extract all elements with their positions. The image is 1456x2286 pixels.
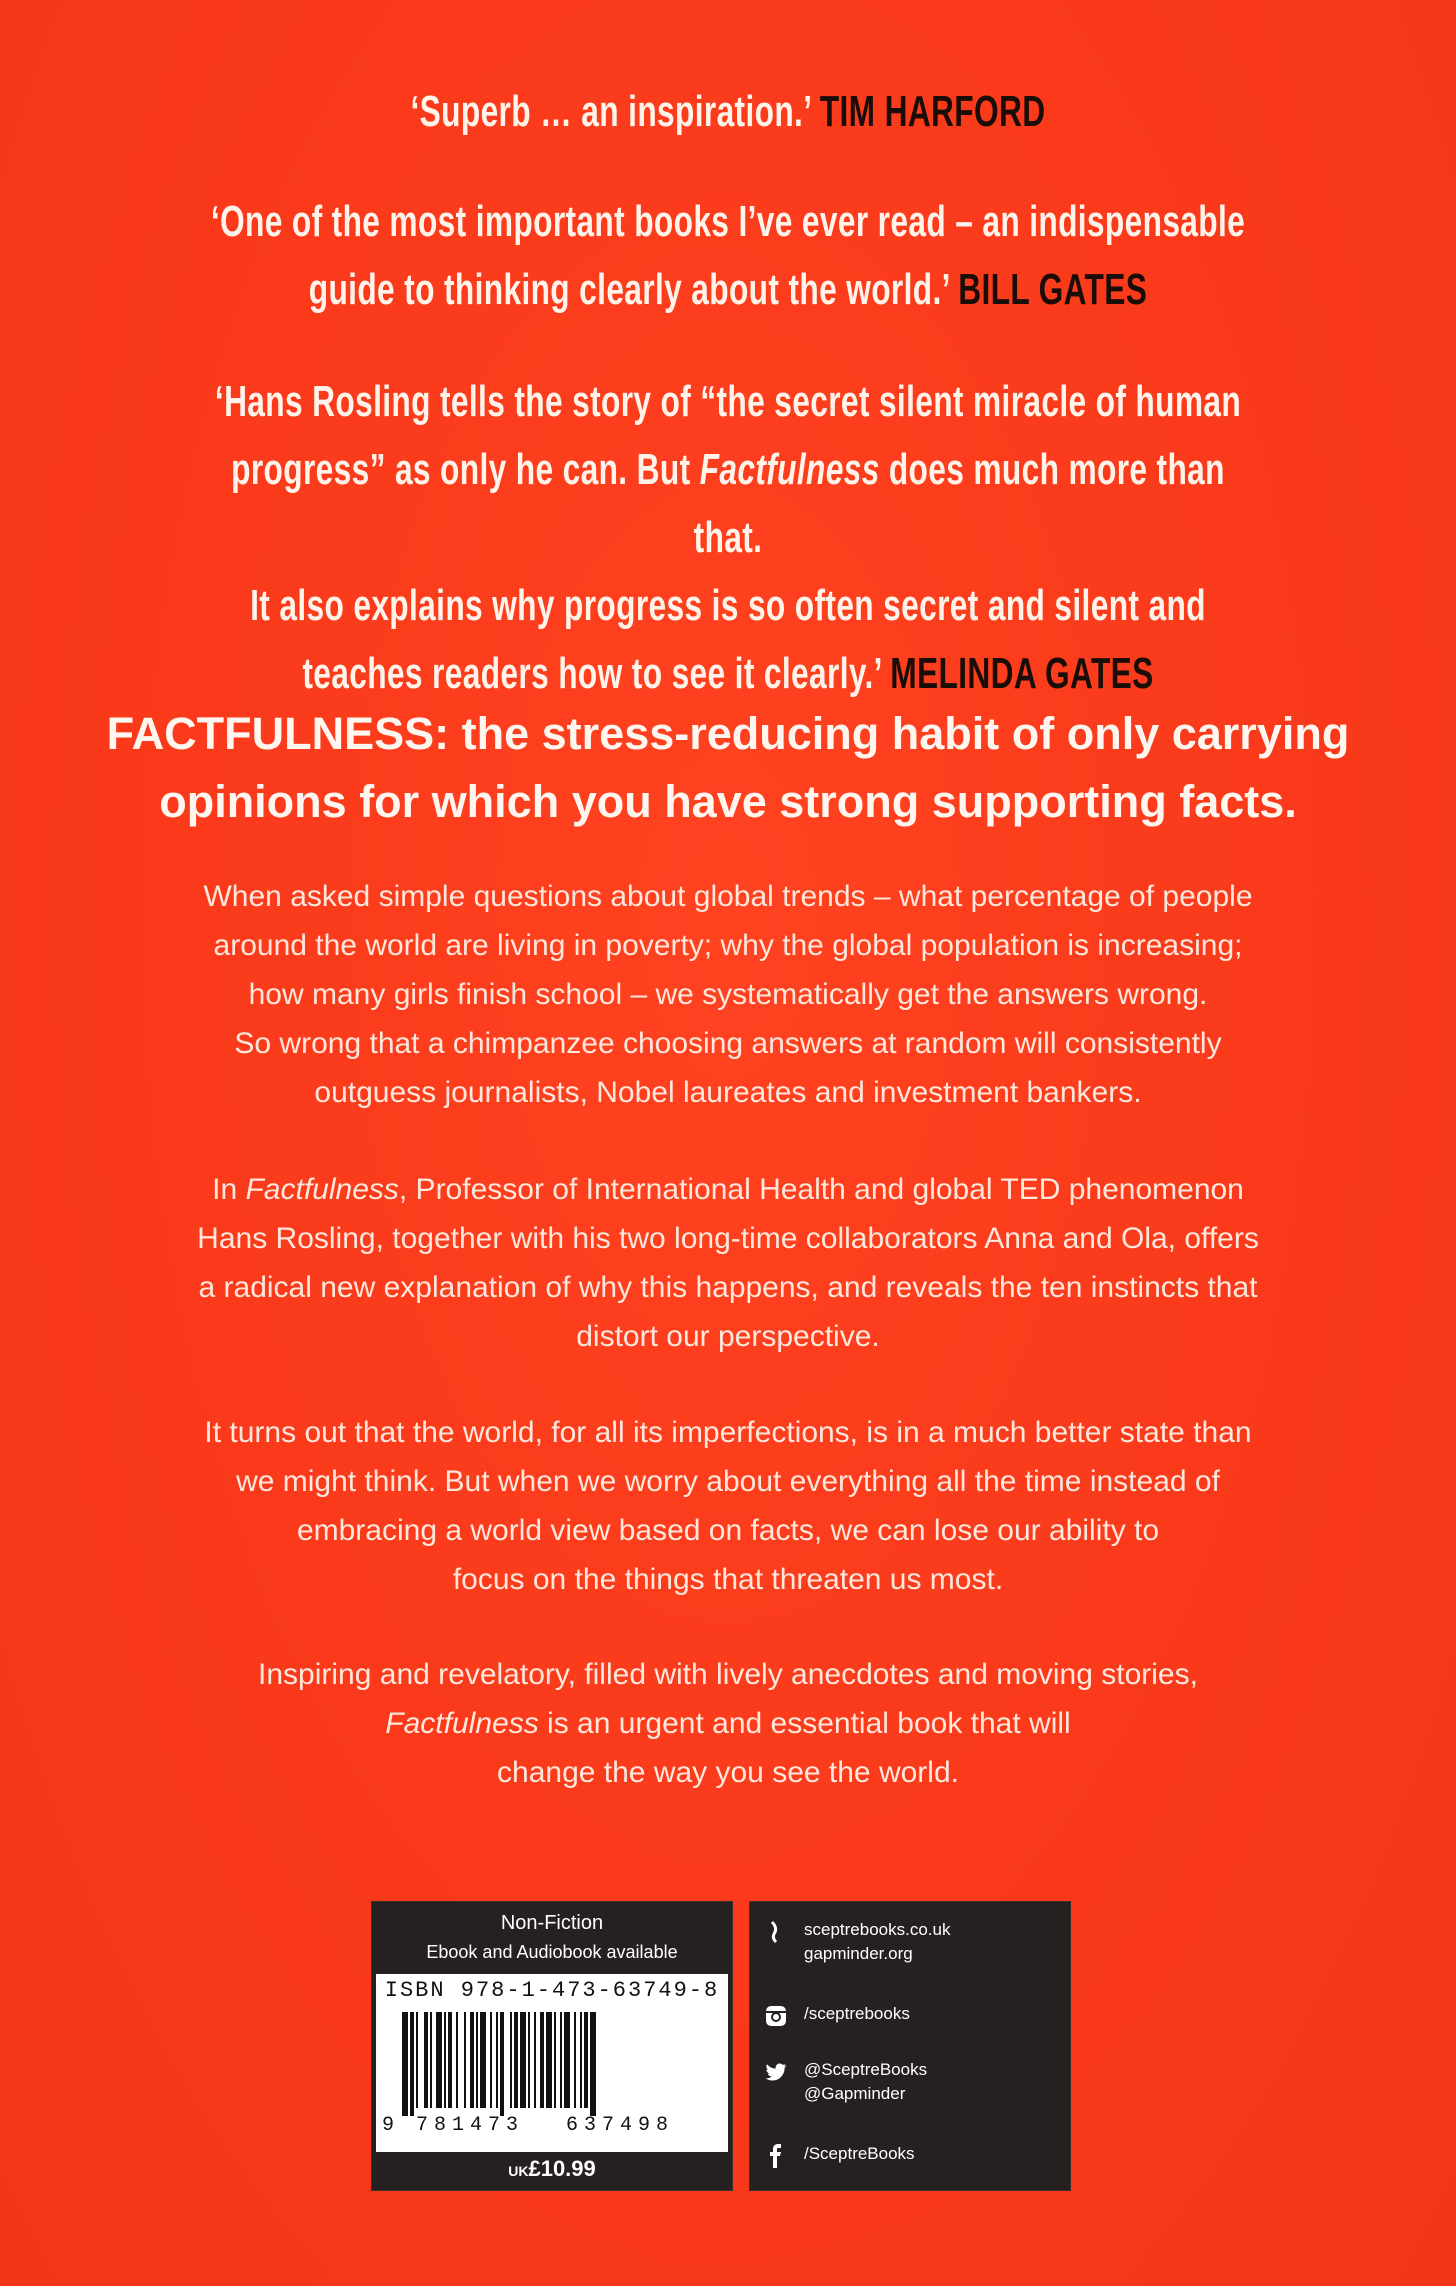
barcode-bar (514, 2012, 518, 2108)
blurb-line: focus on the things that threaten us most. (452, 1563, 1004, 1596)
quote-harford (204, 78, 1252, 146)
blurb-paragraph-2 (80, 1165, 1376, 1361)
blurb-line: distort our perspective. (576, 1320, 880, 1353)
twitter-icon (764, 2060, 788, 2084)
twitter-handle: @SceptreBooks (804, 2060, 928, 2079)
quote-author: MELINDA GATES (890, 649, 1154, 698)
barcode-box (376, 1974, 728, 2152)
book-title: Factfulness (385, 1707, 539, 1740)
barcode-digit-group: 781473 (416, 2114, 525, 2137)
price-label (372, 2156, 732, 2182)
barcode-bar (564, 2012, 570, 2108)
blurb-line: In (212, 1173, 246, 1206)
barcode-bar (470, 2012, 474, 2108)
blurb-line: When asked simple questions about global trends – what percentage of people (203, 880, 1253, 913)
facebook-handle: /SceptreBooks (804, 2144, 915, 2163)
barcode-bar (444, 2012, 446, 2108)
barcode-bar (456, 2012, 458, 2108)
barcode-bar (546, 2012, 552, 2108)
barcode-bar (448, 2012, 452, 2108)
barcode-bar (528, 2012, 530, 2108)
quote-line: It also explains why progress is so often secret and silent and (250, 581, 1206, 630)
quote-line: ‘Hans Rosling tells the story of “the secret silent miracle of human (214, 377, 1242, 426)
blurb-line: Hans Rosling, together with his two long-time collaborators Anna and Ola, offers (197, 1222, 1259, 1255)
quote-line: teaches readers how to see it clearly.’ (302, 649, 882, 698)
website-link[interactable]: sceptrebooks.co.uk (804, 1920, 951, 1939)
blurb-line: outguess journalists, Nobel laureates and investment bankers. (314, 1076, 1142, 1109)
barcode-bar (496, 2012, 498, 2108)
barcode-bar (500, 2012, 504, 2116)
blurb-line: embracing a world view based on facts, we can lose our ability to (296, 1514, 1160, 1547)
barcode-bar (574, 2012, 576, 2108)
barcode-bar (416, 2012, 418, 2108)
quote-author: BILL GATES (958, 265, 1148, 314)
quote-line: guide to thinking clearly about the world.’ (308, 265, 950, 314)
quote-gates-bill (204, 188, 1252, 324)
social-panel (750, 1902, 1070, 2190)
barcode-bar (540, 2012, 544, 2108)
quote-line: progress” as only he can. But (231, 445, 700, 494)
headline-line: opinions for which you have strong supporting facts. (159, 776, 1297, 827)
blurb-line: It turns out that the world, for all its imperfections, is in a much better state than (204, 1416, 1252, 1449)
blurb-paragraph-3 (80, 1408, 1376, 1604)
instagram-handle: /sceptrebooks (804, 2004, 910, 2023)
quote-line: ‘One of the most important books I’ve ever read – an indispensable (210, 197, 1246, 246)
barcode-bar (480, 2012, 486, 2108)
barcode-bar (464, 2012, 466, 2108)
price-prefix: UK (508, 2163, 529, 2179)
barcode-bar (560, 2012, 562, 2108)
barcode-icon (402, 2012, 702, 2116)
barcode-bar (430, 2012, 432, 2108)
book-info-panel (372, 1902, 732, 2190)
barcode-bar (424, 2012, 428, 2108)
barcode-bar (410, 2012, 414, 2116)
barcode-bar (534, 2012, 536, 2108)
blurb-paragraph-4 (80, 1650, 1376, 1797)
barcode-bar (490, 2012, 492, 2108)
website-link[interactable]: gapminder.org (804, 1944, 913, 1963)
barcode-bar (580, 2012, 582, 2108)
quote-text: ‘Superb … an inspiration.’ (410, 87, 811, 136)
facebook-icon (764, 2144, 788, 2168)
barcode-bar (476, 2012, 478, 2108)
availability-label: Ebook and Audiobook available (426, 1942, 678, 1962)
instagram-icon (764, 2004, 788, 2028)
blurb-line: a radical new explanation of why this happens, and reveals the ten instincts that (198, 1271, 1258, 1304)
blurb-line: change the way you see the world. (497, 1756, 959, 1789)
blurb-paragraph-1 (80, 872, 1376, 1117)
blurb-line: Inspiring and revelatory, filled with lively anecdotes and moving stories, (258, 1658, 1198, 1691)
barcode-bar (520, 2012, 526, 2108)
book-title: Factfulness (699, 445, 880, 494)
quote-gates-melinda (204, 368, 1252, 708)
barcode-digit-group: 9 (382, 2114, 401, 2137)
blurb-line: So wrong that a chimpanzee choosing answers at random will consistently (234, 1027, 1222, 1060)
blurb-line: we might think. But when we worry about everything all the time instead of (236, 1465, 1220, 1498)
quote-author: TIM HARFORD (819, 87, 1046, 136)
barcode-bar (436, 2012, 442, 2108)
headline-line: FACTFULNESS: the stress-reducing habit of only carrying (106, 708, 1350, 759)
barcode-bar (510, 2012, 512, 2108)
price-value: £10.99 (528, 2156, 596, 2181)
blurb-line: around the world are living in poverty; why the global population is increasing; (213, 929, 1243, 962)
sceptre-logo-icon (764, 1920, 788, 1944)
category-label: Non-Fiction (500, 1912, 604, 1934)
barcode-bar (584, 2012, 588, 2108)
blurb-line: how many girls finish school – we systematically get the answers wrong. (248, 978, 1208, 1011)
barcode-bar (402, 2012, 408, 2116)
web-links-text (804, 1918, 950, 1966)
barcode-bar (554, 2012, 556, 2108)
headline (60, 700, 1396, 836)
barcode-digit-group: 637498 (566, 2114, 675, 2137)
isbn-label: ISBN 978-1-473-63749-8 (384, 1978, 720, 2003)
twitter-handle: @Gapminder (804, 2084, 906, 2103)
blurb-line: is an urgent and essential book that will (538, 1707, 1071, 1740)
blurb-line: , Professor of International Health and global TED phenomenon (398, 1173, 1244, 1206)
barcode-bar (590, 2012, 596, 2116)
twitter-handles (804, 2058, 927, 2106)
book-title: Factfulness (245, 1173, 399, 1206)
quote-line: does much more than that. (693, 445, 1225, 562)
